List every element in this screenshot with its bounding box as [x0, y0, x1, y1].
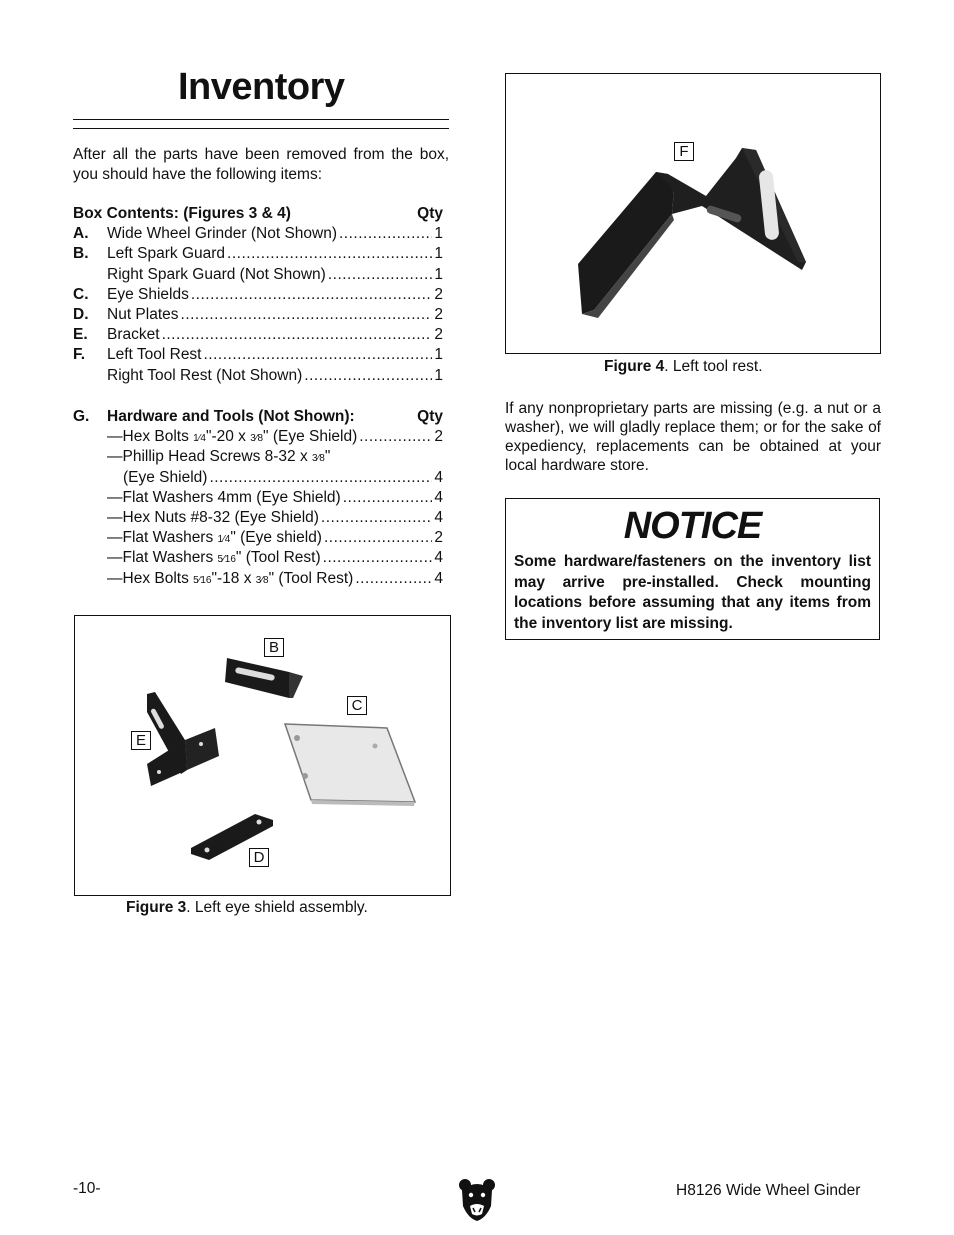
item-description: Wide Wheel Grinder (Not Shown) [107, 225, 337, 243]
figure-4-caption-text: . Left tool rest. [664, 358, 763, 375]
title-rule-top [73, 119, 449, 120]
box-contents-item [73, 286, 443, 306]
notice-title: NOTICE [623, 505, 762, 547]
hardware-description: —Hex Bolts 5⁄16"-18 x 3⁄8" (Tool Rest) [107, 569, 354, 587]
figure-3-image [74, 615, 451, 896]
item-description: Nut Plates [107, 305, 179, 323]
hardware-item [73, 469, 443, 489]
box-contents-item [73, 306, 443, 326]
hardware-description: —Hex Nuts #8-32 (Eye Shield) [107, 508, 319, 526]
leader-dots [355, 570, 432, 588]
leader-dots [324, 529, 432, 547]
box-contents-item [73, 245, 443, 265]
item-qty: 2 [434, 285, 443, 303]
item-letter: B. [73, 245, 89, 263]
tool-rest-part [578, 148, 806, 318]
leader-dots [359, 428, 432, 446]
figure-4-image [505, 73, 881, 354]
leader-dots [162, 326, 433, 344]
figure-4-label: Figure 4 [604, 358, 665, 375]
missing-parts-paragraph: If any nonproprietary parts are missing (e.g. a nut or a washer), we will gladly replace them; or for the sake of expediency, replacements can be obtained at your local hardware store. [505, 400, 881, 474]
callout-b: B [264, 638, 284, 657]
spark-guard-part [225, 658, 303, 698]
title-rule-bottom [73, 128, 449, 129]
figure-4-caption [604, 358, 763, 376]
leader-dots [343, 489, 433, 507]
box-contents-header-row [73, 205, 443, 225]
figure-3-caption [126, 899, 368, 917]
item-letter: C. [73, 285, 89, 303]
item-letter: A. [73, 225, 89, 243]
intro-paragraph: After all the parts have been removed from the box, you should have the following items: [73, 146, 449, 183]
hardware-description: —Flat Washers 4mm (Eye Shield) [107, 488, 341, 506]
callout-e: E [131, 731, 151, 750]
callout-f: F [674, 142, 694, 161]
leader-dots [304, 367, 432, 385]
leader-dots [321, 509, 432, 527]
hardware-item [73, 509, 443, 529]
eye-shield-part [285, 724, 415, 806]
leader-dots [181, 306, 433, 324]
item-description: Right Spark Guard (Not Shown) [107, 265, 326, 283]
leader-dots [209, 469, 432, 487]
box-contents-qty-header: Qty [417, 205, 443, 222]
item-qty: 2 [434, 326, 443, 344]
bracket-part [147, 692, 219, 786]
item-qty: 1 [434, 366, 443, 384]
tool-rest-drawing [506, 74, 880, 353]
bear-head-logo-icon [458, 1178, 496, 1222]
leader-dots [339, 225, 432, 243]
box-contents-header: Box Contents: (Figures 3 & 4) [73, 205, 291, 222]
notice-body: Some hardware/fasteners on the inventory list may arrive pre-installed. Check mounting locations before assuming that any items from the inventory list are missing. [514, 553, 871, 632]
leader-dots [204, 346, 433, 364]
item-description: Left Tool Rest [107, 346, 202, 364]
item-description: Eye Shields [107, 285, 189, 303]
hardware-qty: 2 [434, 428, 443, 446]
figure-3-caption-text: . Left eye shield assembly. [186, 899, 368, 916]
item-description: Bracket [107, 326, 160, 344]
box-contents-item [73, 326, 443, 346]
hardware-list [73, 408, 443, 590]
item-qty: 1 [434, 225, 443, 243]
hardware-header-row [73, 408, 443, 428]
item-letter: F. [73, 346, 86, 364]
item-qty: 1 [434, 265, 443, 283]
hardware-description: —Phillip Head Screws 8-32 x 3⁄8" [107, 448, 331, 466]
hardware-item [73, 529, 443, 549]
callout-c: C [347, 696, 367, 715]
hardware-qty: 4 [434, 508, 443, 526]
hardware-qty: 4 [434, 488, 443, 506]
leader-dots [328, 266, 433, 284]
box-contents-item [73, 346, 443, 366]
hardware-qty: 4 [434, 569, 443, 587]
item-letter: D. [73, 305, 89, 323]
box-contents-item [73, 367, 443, 387]
hardware-item [73, 570, 443, 590]
hardware-qty: 4 [434, 468, 443, 486]
box-contents-list [73, 205, 443, 387]
leader-dots [323, 549, 433, 567]
item-letter: E. [73, 326, 88, 344]
hardware-item [73, 428, 443, 448]
item-qty: 1 [434, 245, 443, 263]
hardware-item [73, 448, 443, 468]
callout-d: D [249, 848, 269, 867]
box-contents-item [73, 266, 443, 286]
leader-dots [227, 245, 432, 263]
hardware-qty-header: Qty [417, 408, 443, 425]
hardware-header: Hardware and Tools (Not Shown): [107, 408, 355, 425]
hardware-letter: G. [73, 408, 90, 425]
box-contents-item [73, 225, 443, 245]
hardware-description: —Flat Washers 5⁄16" (Tool Rest) [107, 549, 321, 567]
hardware-description: —Flat Washers 1⁄4" (Eye shield) [107, 529, 322, 547]
hardware-qty: 2 [434, 529, 443, 547]
hardware-description: —Hex Bolts 1⁄4"-20 x 3⁄8" (Eye Shield) [107, 428, 358, 446]
page-title: Inventory [178, 66, 345, 108]
item-qty: 2 [434, 305, 443, 323]
footer-model: H8126 Wide Wheel Ginder [676, 1182, 861, 1199]
item-qty: 1 [434, 346, 443, 364]
item-description: Right Tool Rest (Not Shown) [107, 366, 303, 384]
figure-3-label: Figure 3 [126, 899, 187, 916]
hardware-item [73, 489, 443, 509]
notice-box [505, 498, 880, 640]
leader-dots [191, 286, 433, 304]
hardware-description: (Eye Shield) [123, 468, 208, 486]
item-description: Left Spark Guard [107, 245, 226, 263]
hardware-item [73, 549, 443, 569]
page-number: -10- [73, 1180, 101, 1197]
hardware-qty: 4 [434, 549, 443, 567]
